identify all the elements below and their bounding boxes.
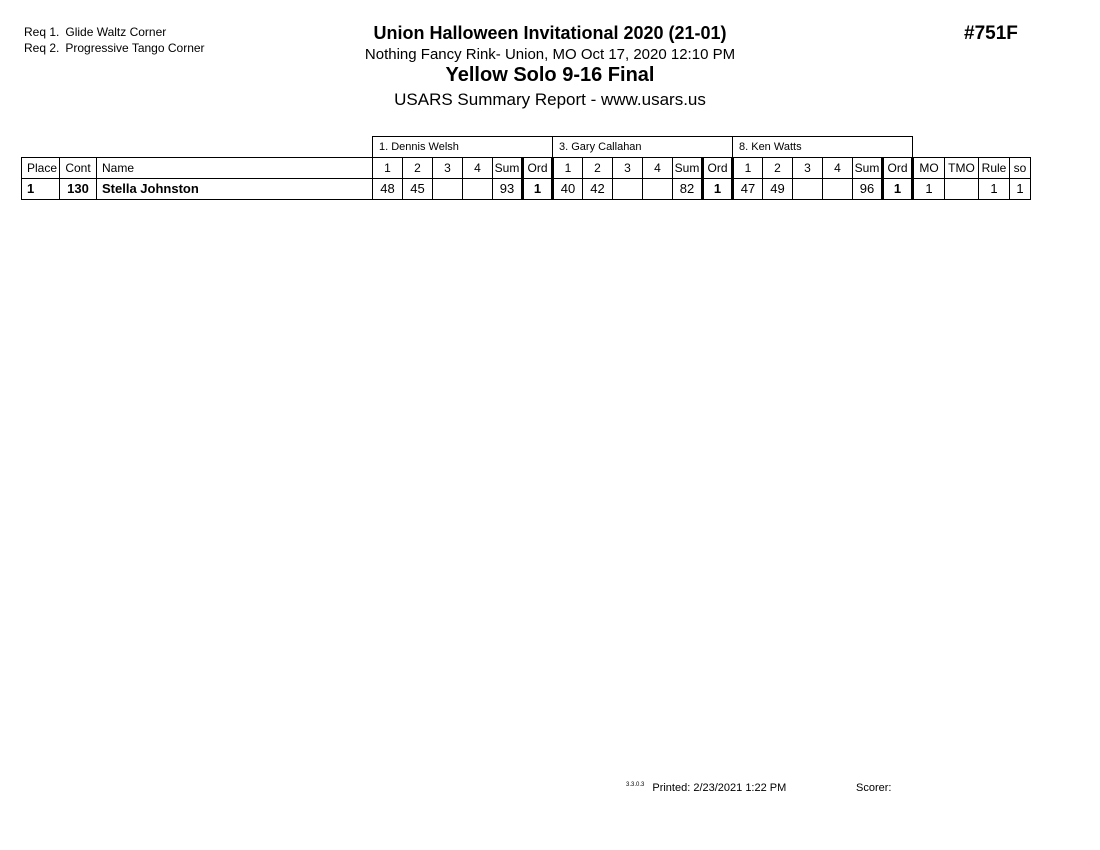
header-j1-1: 1 [373,158,403,179]
requirement-1-label: Req 1. [24,25,60,39]
row-j1-ord: 1 [523,179,553,200]
row-rule: 1 [979,179,1010,200]
header-j2-2: 2 [583,158,613,179]
header-j3-3: 3 [793,158,823,179]
row-j2-2: 42 [583,179,613,200]
version-code: 3.3.0.3 [626,782,645,789]
row-j2-1: 40 [553,179,583,200]
table-row [22,179,1031,200]
results-table [21,136,1031,200]
row-so: 1 [1010,179,1031,200]
row-name: Stella Johnston [97,179,373,200]
header-mo: MO [913,158,945,179]
row-j1-2: 45 [403,179,433,200]
judge-row [22,137,1031,158]
judge-row-spacer-right [913,137,1031,158]
row-place: 1 [22,179,60,200]
header-rule: Rule [979,158,1010,179]
row-tmo [945,179,979,200]
row-j2-sum: 82 [673,179,703,200]
report-title: USARS Summary Report - www.usars.us [394,90,706,109]
header-j3-sum: Sum [853,158,883,179]
header-j2-3: 3 [613,158,643,179]
judge-2: 3. Gary Callahan [553,137,733,158]
header-tmo: TMO [945,158,979,179]
judge-row-spacer [22,137,373,158]
judge-1: 1. Dennis Welsh [373,137,553,158]
header-j3-4: 4 [823,158,853,179]
row-j3-1: 47 [733,179,763,200]
header-j1-2: 2 [403,158,433,179]
header-name: Name [97,158,373,179]
row-mo: 1 [913,179,945,200]
header-j1-ord: Ord [523,158,553,179]
row-j1-sum: 93 [493,179,523,200]
header-cont: Cont [60,158,97,179]
row-j2-3 [613,179,643,200]
header-j3-1: 1 [733,158,763,179]
event-code: #751F [964,23,1018,44]
requirement-2-text: Progressive Tango Corner [65,41,205,55]
competition-title: Union Halloween Invitational 2020 (21-01) [373,23,727,43]
event-title: Yellow Solo 9-16 Final [445,64,655,86]
header-j1-3: 3 [433,158,463,179]
row-j3-3 [793,179,823,200]
header-j2-sum: Sum [673,158,703,179]
requirement-1-text: Glide Waltz Corner [65,25,167,39]
row-j2-ord: 1 [703,179,733,200]
header-j2-1: 1 [553,158,583,179]
printed-footer [626,782,786,794]
header-j1-4: 4 [463,158,493,179]
scorer-label: Scorer: [856,782,892,794]
printed-date: Printed: 2/23/2021 1:22 PM [652,782,787,794]
competition-subtitle: Nothing Fancy Rink- Union, MO Oct 17, 2020 12:10 PM [364,46,736,63]
row-cont: 130 [60,179,97,200]
column-header-row [22,158,1031,179]
header-so: so [1010,158,1031,179]
header-j2-4: 4 [643,158,673,179]
header-place: Place [22,158,60,179]
header-j1-sum: Sum [493,158,523,179]
row-j1-1: 48 [373,179,403,200]
judge-3: 8. Ken Watts [733,137,913,158]
row-j3-2: 49 [763,179,793,200]
header-j3-ord: Ord [883,158,913,179]
row-j3-ord: 1 [883,179,913,200]
row-j1-4 [463,179,493,200]
row-j3-4 [823,179,853,200]
row-j1-3 [433,179,463,200]
header-j3-2: 2 [763,158,793,179]
requirement-2-label: Req 2. [24,41,60,55]
row-j3-sum: 96 [853,179,883,200]
row-j2-4 [643,179,673,200]
header-j2-ord: Ord [703,158,733,179]
